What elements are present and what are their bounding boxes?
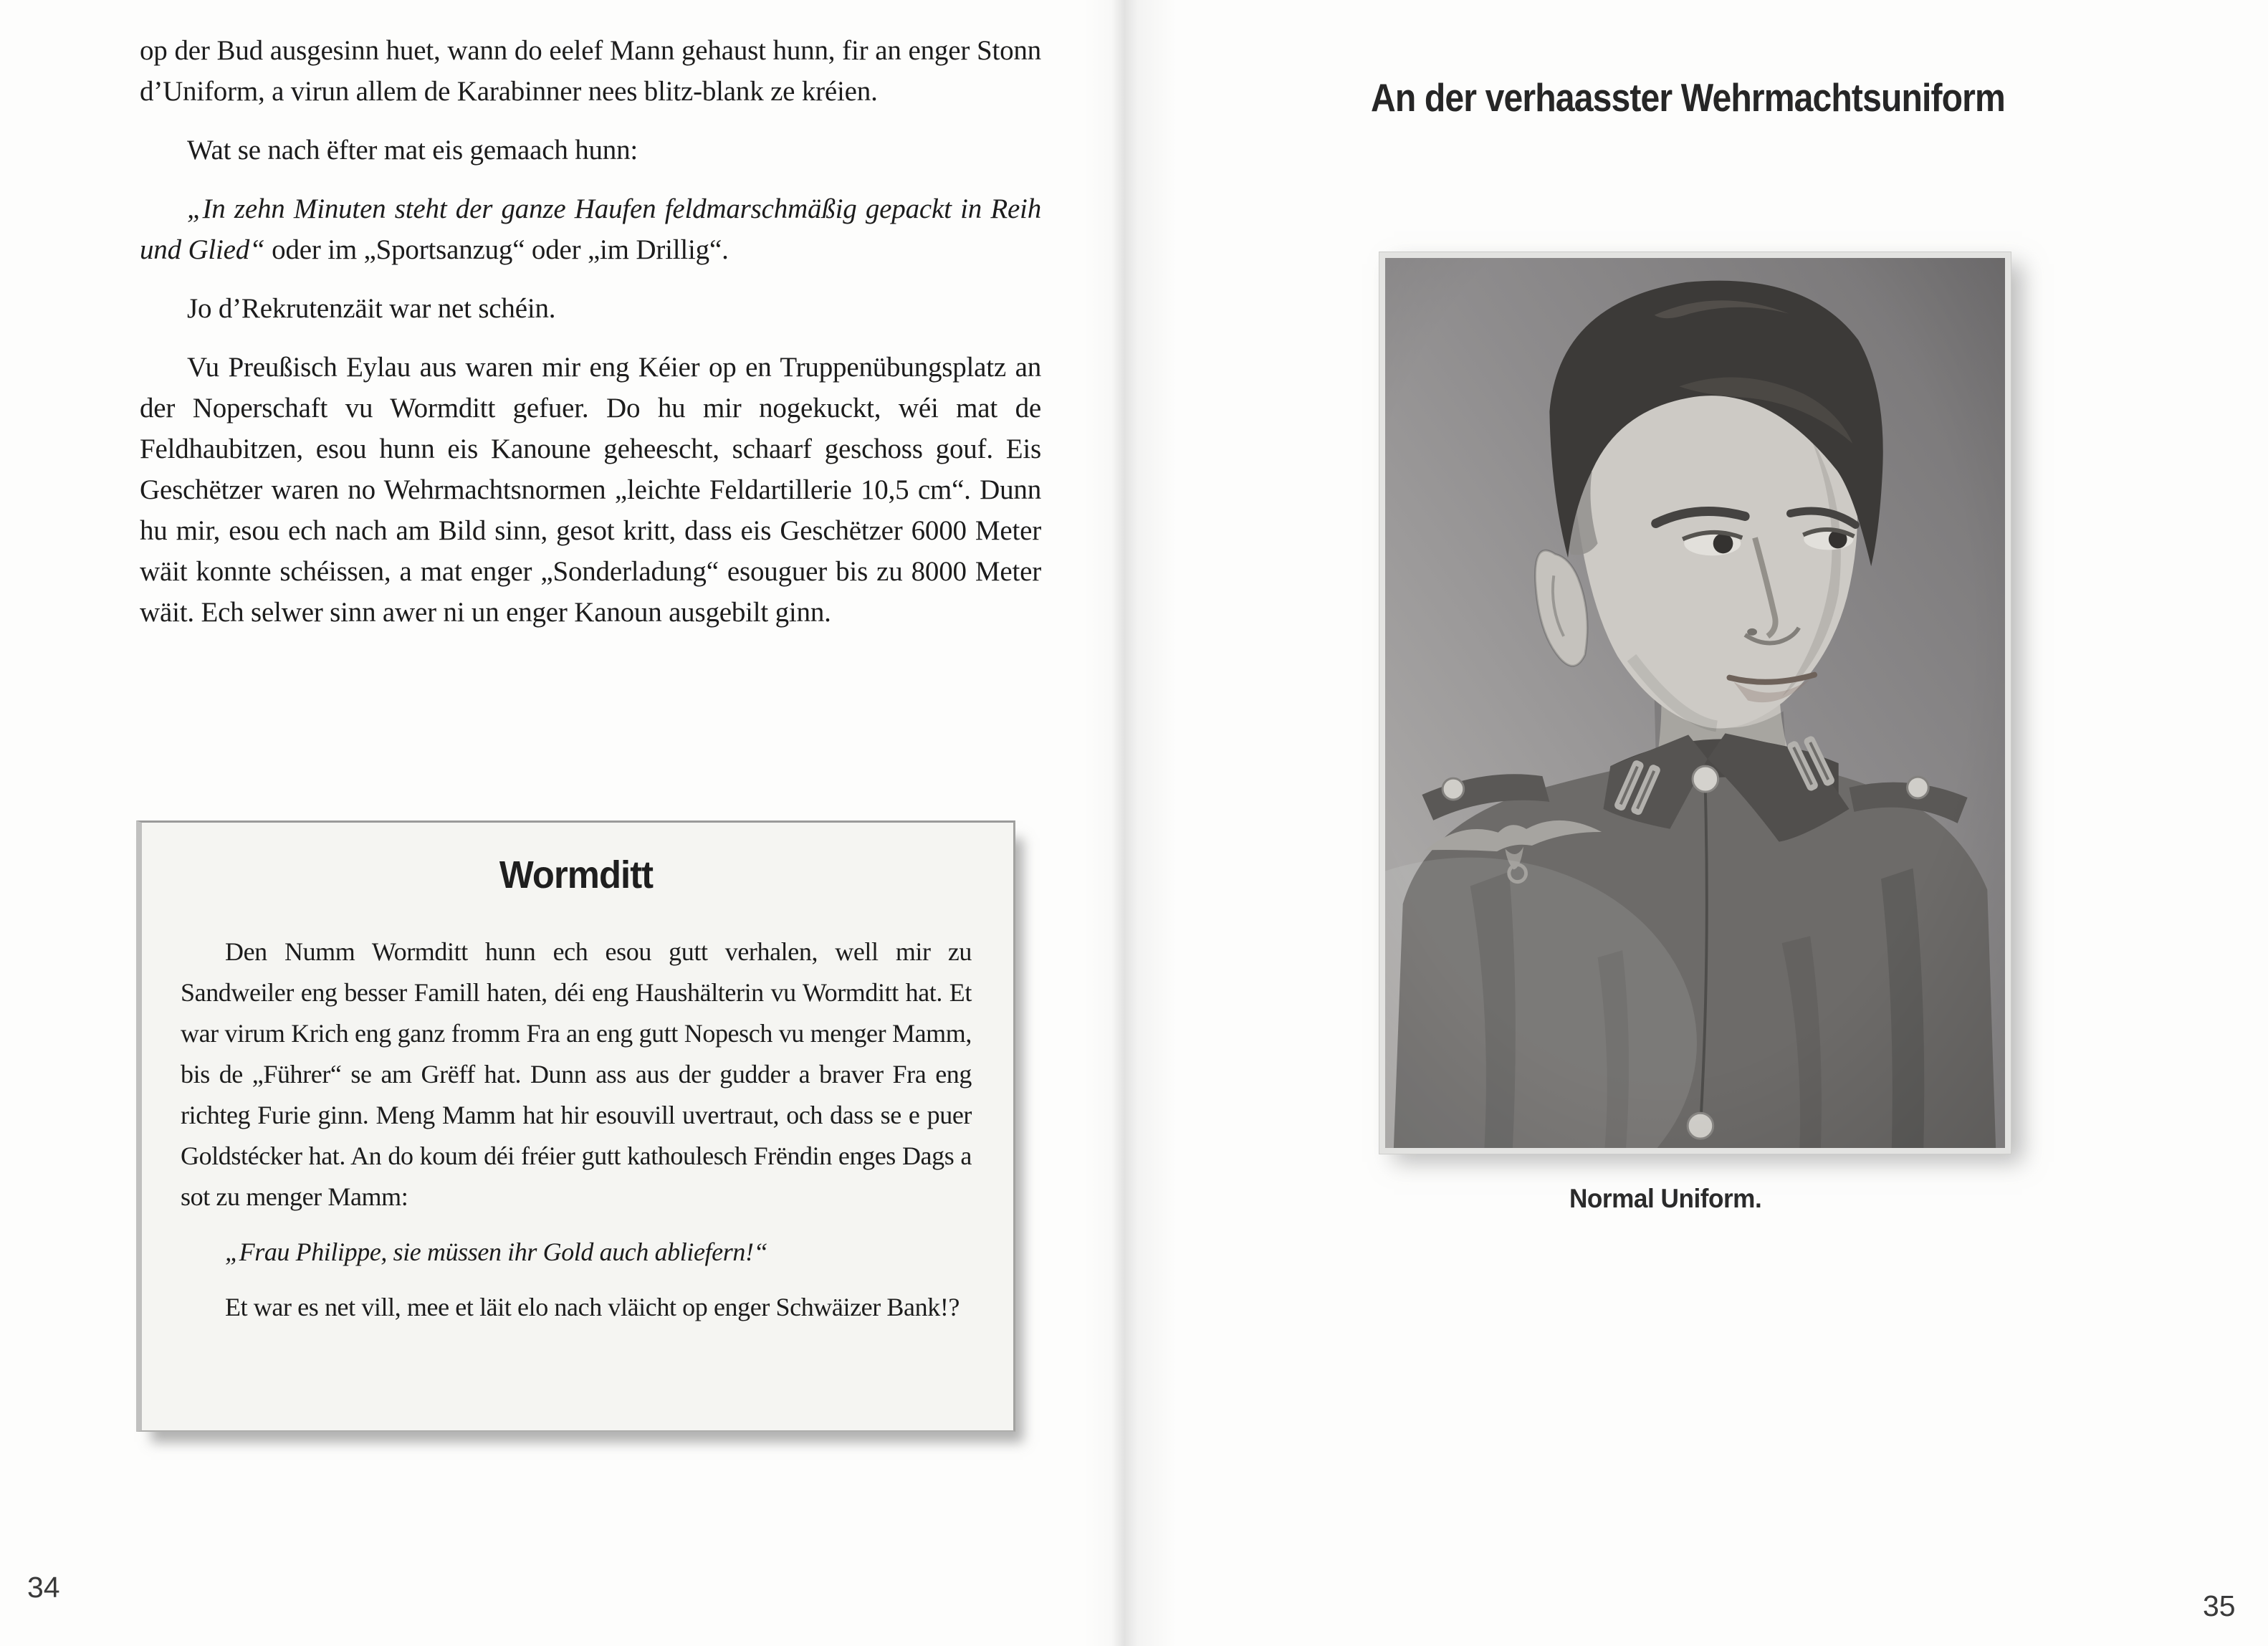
portrait-photo bbox=[1379, 252, 2011, 1154]
portrait-photo-illustration bbox=[1385, 258, 2005, 1148]
paragraph bbox=[140, 130, 1041, 171]
paragraph bbox=[181, 932, 972, 1217]
page-number-right: 35 bbox=[2203, 1589, 2236, 1622]
quote-text: „Frau Philippe, sie müssen ihr Gold auch abliefern!“ bbox=[225, 1238, 768, 1266]
paragraph bbox=[140, 347, 1041, 633]
body-run: Et war es net vill, mee et läit elo nach vläicht op enger Schwäizer Bank!? bbox=[225, 1293, 960, 1321]
quote-text: „In zehn Minuten steht der ganze Haufen feldmarschmäßig gepackt in Reih und Glied“ bbox=[140, 193, 1041, 265]
body-run: Wat se nach ëfter mat eis gemaach hunn: bbox=[187, 135, 638, 166]
photo-caption: Normal Uniform. bbox=[1569, 1184, 1762, 1213]
page-gutter bbox=[1083, 0, 1177, 1646]
body-run: Vu Preußisch Eylau aus waren mir eng Kéier op en Truppenübungsplatz an der Noperschaft vu Wormditt gefuer. Do hu mir nogekuckt, wéi mat de Feldhaubitzen, esou hunn eis Kanoune geheescht, schaarf geschoss gouf. Eis Geschëtzer waren no Wehrmachtsnormen „leichte Feldartillerie 10,5 cm“. Dunn hu mir, esou ech nach am Bild sinn, gesot kritt, dass eis Geschëtzer 6000 Meter wäit konnte schéissen, a mat enger „Sonderladung“ esouguer bis zu 8000 Meter wäit. Ech selwer sinn awer ni un enger Kanoun ausgebilt ginn. bbox=[140, 352, 1041, 628]
body-run: Den Numm Wormditt hunn ech esou gutt verhalen, well mir zu Sandweiler eng besser Famill haten, déi eng Haushälterin vu Wormditt hat. Et war virum Krich eng ganz fromm Fra an eng gutt Nopesch vu menger Mamm, bis de „Führer“ se am Grëff hat. Dunn ass aus der gudder a braver Fra eng richteg Furie ginn. Meng Mamm hat hir esouvill uvertraut, och dass se e puer Goldstécker hat. An do koum déi fréier gutt kathoulesch Frëndin enges Dags a sot zu menger Mamm: bbox=[181, 937, 972, 1211]
chapter-heading: An der verhaasster Wehrmachtsuniform bbox=[1371, 75, 2005, 120]
paragraph bbox=[140, 188, 1041, 270]
page-number-left: 34 bbox=[27, 1571, 60, 1604]
body-run: oder im „Sportsanzug“ oder „im Drillig“. bbox=[264, 234, 729, 265]
paragraph bbox=[140, 288, 1041, 329]
body-run: Jo d’Rekrutenzäit war net schéin. bbox=[187, 293, 556, 324]
paragraph bbox=[140, 30, 1041, 112]
body-run: op der Bud ausgesinn huet, wann do eelef Mann gehaust hunn, fir an enger Stonn d’Uniform, a virun allem de Karabinner nees blitz-blank ze kréien. bbox=[140, 35, 1041, 107]
body-text bbox=[140, 30, 1041, 651]
box-text bbox=[181, 932, 972, 1328]
paragraph bbox=[181, 1287, 972, 1328]
paragraph bbox=[181, 1232, 972, 1273]
box-title: Wormditt bbox=[499, 853, 654, 896]
wormditt-box bbox=[136, 820, 1015, 1432]
